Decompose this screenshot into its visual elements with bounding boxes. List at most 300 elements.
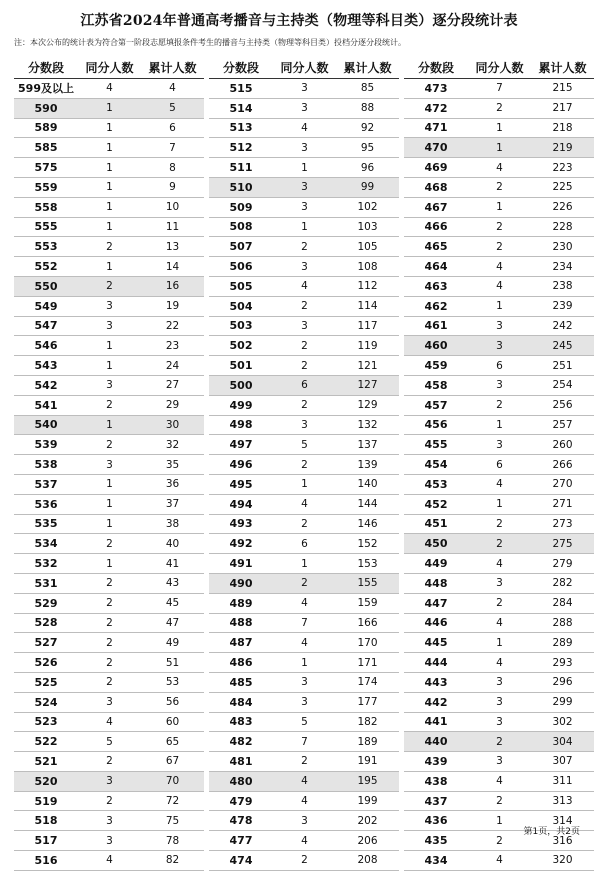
same-count-cell: 2 — [468, 791, 531, 811]
cumulative-cell: 242 — [531, 316, 594, 336]
same-count-cell: 1 — [78, 98, 141, 118]
score-cell: 434 — [404, 851, 468, 871]
same-count-cell: 3 — [273, 692, 336, 712]
score-cell: 522 — [14, 732, 78, 752]
cumulative-cell: 289 — [531, 633, 594, 653]
same-count-cell: 3 — [78, 455, 141, 475]
table-row — [209, 257, 399, 277]
same-count-cell: 2 — [468, 237, 531, 257]
cumulative-cell: 218 — [531, 118, 594, 138]
same-count-cell: 1 — [78, 356, 141, 376]
score-cell: 546 — [14, 336, 78, 356]
table-row — [209, 336, 399, 356]
score-cell: 549 — [14, 296, 78, 316]
score-cell: 464 — [404, 257, 468, 277]
table-row — [14, 158, 204, 178]
table-row — [209, 593, 399, 613]
table-row — [404, 573, 594, 593]
same-count-cell: 5 — [78, 732, 141, 752]
cumulative-cell: 284 — [531, 593, 594, 613]
cumulative-cell: 121 — [336, 356, 399, 376]
table-row — [209, 138, 399, 158]
cumulative-cell: 217 — [531, 98, 594, 118]
table-row — [209, 712, 399, 732]
same-count-cell: 2 — [78, 672, 141, 692]
table-row — [404, 177, 594, 197]
same-count-cell: 2 — [78, 613, 141, 633]
score-cell: 459 — [404, 356, 468, 376]
same-count-cell: 1 — [273, 554, 336, 574]
table-row — [14, 593, 204, 613]
cumulative-cell: 117 — [336, 316, 399, 336]
score-cell: 458 — [404, 375, 468, 395]
cumulative-cell: 13 — [141, 237, 204, 257]
cumulative-cell: 16 — [141, 276, 204, 296]
cumulative-cell: 234 — [531, 257, 594, 277]
cumulative-cell: 206 — [336, 831, 399, 851]
table-row — [209, 158, 399, 178]
table-row — [404, 118, 594, 138]
same-count-cell: 1 — [78, 197, 141, 217]
table-row — [404, 732, 594, 752]
score-cell: 452 — [404, 494, 468, 514]
same-count-cell: 2 — [78, 237, 141, 257]
same-count-cell: 4 — [468, 276, 531, 296]
score-cell: 539 — [14, 435, 78, 455]
same-count-cell: 1 — [273, 158, 336, 178]
table-row — [404, 158, 594, 178]
same-count-cell: 2 — [273, 237, 336, 257]
table-row — [14, 375, 204, 395]
table-row — [404, 494, 594, 514]
score-cell: 482 — [209, 732, 273, 752]
cumulative-cell: 29 — [141, 395, 204, 415]
score-cell: 512 — [209, 138, 273, 158]
cumulative-cell: 228 — [531, 217, 594, 237]
cumulative-cell: 215 — [531, 79, 594, 99]
score-cell: 483 — [209, 712, 273, 732]
score-cell: 509 — [209, 197, 273, 217]
score-cell: 462 — [404, 296, 468, 316]
table-row — [14, 791, 204, 811]
table-row — [404, 98, 594, 118]
cumulative-cell: 191 — [336, 752, 399, 772]
score-cell: 528 — [14, 613, 78, 633]
score-cell: 514 — [209, 98, 273, 118]
table-row — [14, 276, 204, 296]
same-count-cell: 3 — [273, 79, 336, 99]
table-row — [209, 98, 399, 118]
cumulative-cell: 23 — [141, 336, 204, 356]
cumulative-cell: 10 — [141, 197, 204, 217]
table-row — [14, 474, 204, 494]
same-count-cell: 1 — [468, 494, 531, 514]
cumulative-cell: 313 — [531, 791, 594, 811]
score-table-column-2 — [209, 56, 399, 871]
cumulative-cell: 8 — [141, 158, 204, 178]
table-row — [209, 197, 399, 217]
score-cell: 497 — [209, 435, 273, 455]
cumulative-cell: 311 — [531, 771, 594, 791]
cumulative-cell: 102 — [336, 197, 399, 217]
same-count-cell: 3 — [78, 692, 141, 712]
cumulative-cell: 140 — [336, 474, 399, 494]
score-cell: 507 — [209, 237, 273, 257]
same-count-cell: 3 — [273, 98, 336, 118]
table-row — [404, 712, 594, 732]
same-count-cell: 3 — [78, 811, 141, 831]
header-score: 分数段 — [209, 56, 273, 79]
score-cell: 473 — [404, 79, 468, 99]
same-count-cell: 1 — [468, 118, 531, 138]
table-row — [14, 197, 204, 217]
same-count-cell: 2 — [468, 395, 531, 415]
table-row — [209, 356, 399, 376]
cumulative-cell: 95 — [336, 138, 399, 158]
table-row — [209, 435, 399, 455]
table-row — [209, 395, 399, 415]
same-count-cell: 3 — [78, 771, 141, 791]
table-row — [209, 791, 399, 811]
score-cell: 484 — [209, 692, 273, 712]
cumulative-cell: 299 — [531, 692, 594, 712]
cumulative-cell: 30 — [141, 415, 204, 435]
score-cell: 585 — [14, 138, 78, 158]
same-count-cell: 2 — [468, 98, 531, 118]
same-count-cell: 4 — [273, 118, 336, 138]
table-row — [404, 197, 594, 217]
table-row — [404, 455, 594, 475]
table-row — [209, 851, 399, 871]
same-count-cell: 3 — [273, 257, 336, 277]
table-row — [14, 79, 204, 99]
score-cell: 538 — [14, 455, 78, 475]
same-count-cell: 2 — [78, 276, 141, 296]
cumulative-cell: 114 — [336, 296, 399, 316]
score-cell: 478 — [209, 811, 273, 831]
score-cell: 493 — [209, 514, 273, 534]
table-row — [14, 257, 204, 277]
score-cell: 510 — [209, 177, 273, 197]
score-cell: 520 — [14, 771, 78, 791]
table-row — [14, 118, 204, 138]
same-count-cell: 4 — [468, 158, 531, 178]
table-row — [209, 118, 399, 138]
page-number: 第1页，共2页 — [523, 827, 580, 837]
same-count-cell: 2 — [273, 395, 336, 415]
cumulative-cell: 199 — [336, 791, 399, 811]
score-cell: 502 — [209, 336, 273, 356]
cumulative-cell: 27 — [141, 375, 204, 395]
score-cell: 479 — [209, 791, 273, 811]
cumulative-cell: 11 — [141, 217, 204, 237]
cumulative-cell: 293 — [531, 653, 594, 673]
score-cell: 535 — [14, 514, 78, 534]
table-row — [209, 514, 399, 534]
same-count-cell: 1 — [78, 118, 141, 138]
same-count-cell: 3 — [273, 138, 336, 158]
same-count-cell: 1 — [78, 415, 141, 435]
cumulative-cell: 99 — [336, 177, 399, 197]
cumulative-cell: 256 — [531, 395, 594, 415]
same-count-cell: 3 — [273, 811, 336, 831]
table-row — [404, 237, 594, 257]
header-score: 分数段 — [14, 56, 78, 79]
same-count-cell: 4 — [78, 79, 141, 99]
score-cell: 448 — [404, 573, 468, 593]
same-count-cell: 4 — [273, 633, 336, 653]
cumulative-cell: 144 — [336, 494, 399, 514]
cumulative-cell: 195 — [336, 771, 399, 791]
cumulative-cell: 47 — [141, 613, 204, 633]
cumulative-cell: 270 — [531, 474, 594, 494]
same-count-cell: 2 — [78, 752, 141, 772]
score-cell: 516 — [14, 851, 78, 871]
score-cell: 471 — [404, 118, 468, 138]
score-cell: 496 — [209, 455, 273, 475]
header-same-count: 同分人数 — [468, 56, 531, 79]
score-cell: 490 — [209, 573, 273, 593]
cumulative-cell: 226 — [531, 197, 594, 217]
same-count-cell: 7 — [468, 79, 531, 99]
cumulative-cell: 19 — [141, 296, 204, 316]
score-cell: 488 — [209, 613, 273, 633]
score-cell: 445 — [404, 633, 468, 653]
score-cell: 461 — [404, 316, 468, 336]
score-cell: 457 — [404, 395, 468, 415]
table-row — [209, 474, 399, 494]
table-row — [404, 217, 594, 237]
cumulative-cell: 139 — [336, 455, 399, 475]
table-row — [404, 474, 594, 494]
cumulative-cell: 75 — [141, 811, 204, 831]
table-row — [404, 276, 594, 296]
same-count-cell: 2 — [78, 435, 141, 455]
table-row — [14, 395, 204, 415]
cumulative-cell: 320 — [531, 851, 594, 871]
score-cell: 550 — [14, 276, 78, 296]
table-row — [209, 732, 399, 752]
score-cell: 503 — [209, 316, 273, 336]
same-count-cell: 3 — [468, 573, 531, 593]
cumulative-cell: 257 — [531, 415, 594, 435]
same-count-cell: 4 — [468, 653, 531, 673]
cumulative-cell: 40 — [141, 534, 204, 554]
table-row — [404, 633, 594, 653]
same-count-cell: 3 — [273, 316, 336, 336]
cumulative-cell: 6 — [141, 118, 204, 138]
cumulative-cell: 4 — [141, 79, 204, 99]
table-row — [14, 237, 204, 257]
cumulative-cell: 127 — [336, 375, 399, 395]
cumulative-cell: 82 — [141, 851, 204, 871]
table-row — [209, 237, 399, 257]
table-row — [404, 336, 594, 356]
same-count-cell: 1 — [468, 415, 531, 435]
same-count-cell: 1 — [468, 296, 531, 316]
same-count-cell: 4 — [273, 831, 336, 851]
score-table-column-1 — [14, 56, 204, 871]
same-count-cell: 2 — [273, 296, 336, 316]
score-cell: 487 — [209, 633, 273, 653]
cumulative-cell: 202 — [336, 811, 399, 831]
cumulative-cell: 271 — [531, 494, 594, 514]
score-table-column-3 — [404, 56, 594, 871]
score-cell: 481 — [209, 752, 273, 772]
cumulative-cell: 37 — [141, 494, 204, 514]
score-cell: 518 — [14, 811, 78, 831]
table-row — [209, 633, 399, 653]
cumulative-cell: 22 — [141, 316, 204, 336]
score-cell: 525 — [14, 672, 78, 692]
header-cumulative: 累计人数 — [336, 56, 399, 79]
cumulative-cell: 129 — [336, 395, 399, 415]
table-row — [209, 534, 399, 554]
cumulative-cell: 296 — [531, 672, 594, 692]
table-row — [14, 217, 204, 237]
same-count-cell: 1 — [273, 217, 336, 237]
cumulative-cell: 78 — [141, 831, 204, 851]
same-count-cell: 2 — [468, 217, 531, 237]
cumulative-cell: 7 — [141, 138, 204, 158]
cumulative-cell: 171 — [336, 653, 399, 673]
cumulative-cell: 96 — [336, 158, 399, 178]
score-cell: 439 — [404, 752, 468, 772]
score-cell: 444 — [404, 653, 468, 673]
same-count-cell: 2 — [468, 831, 531, 851]
table-row — [404, 554, 594, 574]
same-count-cell: 6 — [468, 455, 531, 475]
table-row — [404, 514, 594, 534]
table-row — [14, 455, 204, 475]
table-row — [14, 534, 204, 554]
score-cell: 442 — [404, 692, 468, 712]
cumulative-cell: 314 — [531, 811, 594, 831]
table-row — [404, 316, 594, 336]
cumulative-cell: 223 — [531, 158, 594, 178]
cumulative-cell: 266 — [531, 455, 594, 475]
same-count-cell: 3 — [273, 672, 336, 692]
same-count-cell: 3 — [78, 296, 141, 316]
cumulative-cell: 177 — [336, 692, 399, 712]
same-count-cell: 7 — [273, 613, 336, 633]
same-count-cell: 3 — [273, 177, 336, 197]
same-count-cell: 1 — [78, 158, 141, 178]
table-row — [14, 177, 204, 197]
score-cell: 441 — [404, 712, 468, 732]
same-count-cell: 6 — [273, 534, 336, 554]
table-row — [404, 593, 594, 613]
same-count-cell: 3 — [468, 316, 531, 336]
cumulative-cell: 5 — [141, 98, 204, 118]
table-row — [14, 831, 204, 851]
score-cell: 590 — [14, 98, 78, 118]
score-cell: 460 — [404, 336, 468, 356]
table-row — [404, 534, 594, 554]
same-count-cell: 4 — [468, 613, 531, 633]
table-row — [209, 613, 399, 633]
same-count-cell: 5 — [273, 712, 336, 732]
same-count-cell: 2 — [78, 534, 141, 554]
score-cell: 543 — [14, 356, 78, 376]
table-row — [209, 217, 399, 237]
cumulative-cell: 219 — [531, 138, 594, 158]
score-cell: 436 — [404, 811, 468, 831]
score-cell: 513 — [209, 118, 273, 138]
score-cell: 519 — [14, 791, 78, 811]
cumulative-cell: 108 — [336, 257, 399, 277]
table-row — [404, 653, 594, 673]
same-count-cell: 3 — [273, 415, 336, 435]
same-count-cell: 4 — [78, 851, 141, 871]
same-count-cell: 2 — [468, 732, 531, 752]
same-count-cell: 4 — [273, 494, 336, 514]
score-cell: 552 — [14, 257, 78, 277]
cumulative-cell: 53 — [141, 672, 204, 692]
document-note: 注：本次公布的统计表为符合第一阶段志愿填报条件考生的播音与主持类（物理等科目类）投档分逐分段统计。 — [14, 38, 406, 47]
score-cell: 504 — [209, 296, 273, 316]
cumulative-cell: 92 — [336, 118, 399, 138]
same-count-cell: 6 — [273, 375, 336, 395]
same-count-cell: 1 — [273, 653, 336, 673]
score-cell: 492 — [209, 534, 273, 554]
table-row — [209, 276, 399, 296]
score-cell: 500 — [209, 375, 273, 395]
table-row — [209, 573, 399, 593]
cumulative-cell: 230 — [531, 237, 594, 257]
table-row — [209, 316, 399, 336]
table-row — [209, 811, 399, 831]
score-cell: 559 — [14, 177, 78, 197]
same-count-cell: 4 — [468, 554, 531, 574]
score-cell: 446 — [404, 613, 468, 633]
score-cell: 486 — [209, 653, 273, 673]
score-cell: 506 — [209, 257, 273, 277]
score-cell: 599及以上 — [14, 79, 78, 99]
same-count-cell: 1 — [78, 257, 141, 277]
same-count-cell: 1 — [78, 554, 141, 574]
score-cell: 541 — [14, 395, 78, 415]
score-cell: 470 — [404, 138, 468, 158]
cumulative-cell: 70 — [141, 771, 204, 791]
score-cell: 529 — [14, 593, 78, 613]
table-row — [404, 79, 594, 99]
cumulative-cell: 155 — [336, 573, 399, 593]
score-cell: 435 — [404, 831, 468, 851]
cumulative-cell: 174 — [336, 672, 399, 692]
same-count-cell: 6 — [468, 356, 531, 376]
same-count-cell: 1 — [78, 177, 141, 197]
score-cell: 532 — [14, 554, 78, 574]
cumulative-cell: 43 — [141, 573, 204, 593]
table-row — [209, 653, 399, 673]
score-cell: 555 — [14, 217, 78, 237]
score-cell: 455 — [404, 435, 468, 455]
same-count-cell: 4 — [468, 851, 531, 871]
table-row — [14, 435, 204, 455]
table-row — [14, 851, 204, 871]
table-row — [404, 296, 594, 316]
cumulative-cell: 304 — [531, 732, 594, 752]
cumulative-cell: 132 — [336, 415, 399, 435]
table-row — [209, 375, 399, 395]
cumulative-cell: 105 — [336, 237, 399, 257]
same-count-cell: 1 — [78, 336, 141, 356]
table-row — [404, 752, 594, 772]
score-cell: 526 — [14, 653, 78, 673]
cumulative-cell: 65 — [141, 732, 204, 752]
table-row — [14, 732, 204, 752]
